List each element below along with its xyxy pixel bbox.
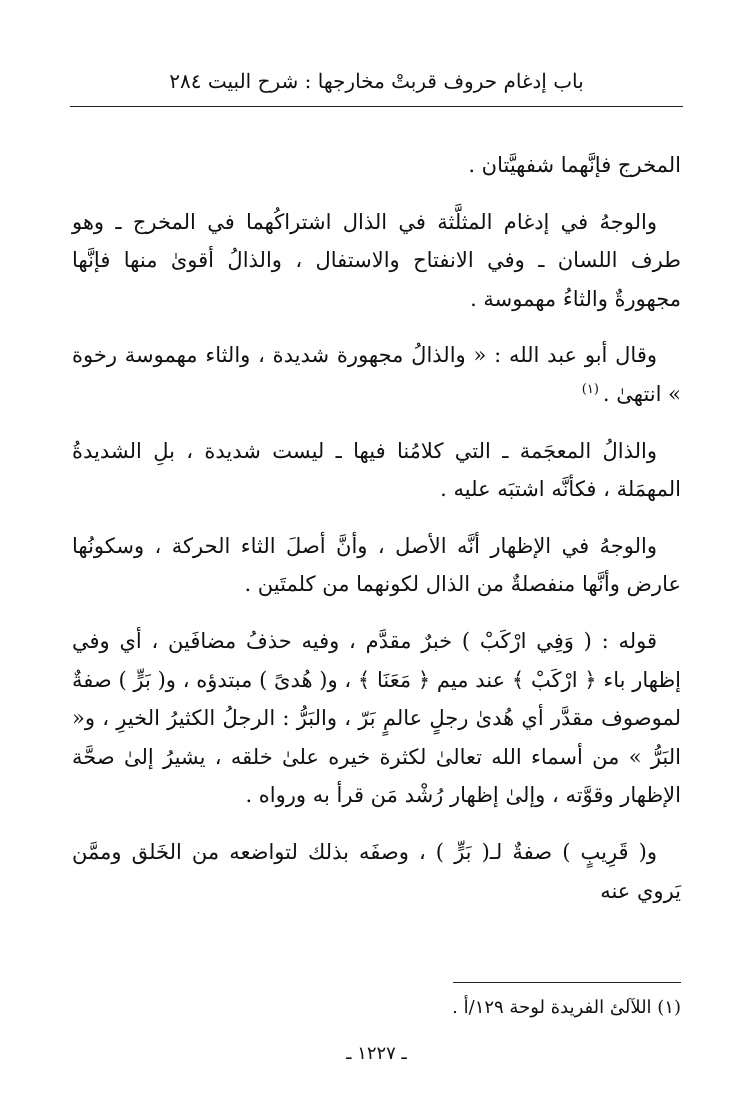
paragraph-3-text: وقال أبو عبد الله : « والذالُ مجهورة شديدة ، والثاء مهموسة رخوة » انتهىٰ . bbox=[72, 343, 681, 406]
paragraph-2: والوجهُ في إدغام المثلَّثة في الذال اشتراكُهما في المخرج ـ وهو طرف اللسان ـ وفي الانفتاح والاستفال ، والذالُ أقوىٰ منها فإنَّها مجهورةٌ والثاءُ مهموسة . bbox=[72, 209, 681, 311]
paragraph-6: قوله : ( وَفِي ارْكَبْ ) خبرٌ مقدَّم ، وفيه حذفُ مضافَين ، أي وفي إظهار باء ﴿ ارْكَبْ ﴾ عند ميم ﴿ مَعَنَا ﴾ ، و( هُدىً ) مبتدؤه ، و( بَرٍّ ) صفةٌ لموصوف مقدَّر أي هُدىٰ رجلٍ عالمٍ بَرّ ، والبَرُّ : الرجلُ الكثيرُ الخيرِ ، و« البَرُّ » من أسماء الله تعالىٰ لكثرة خيره علىٰ خلقه ، يشيرُ إلىٰ صحَّة الإظهار وقوَّته ، وإلىٰ إظهار رُشْد مَن قرأ به ورواه . bbox=[72, 628, 681, 808]
paragraph-4: والذالُ المعجَمة ـ التي كلامُنا فيها ـ ليست شديدة ، بلِ الشديدةُ المهمَلة ، فكأنَّه اشتبَه عليه . bbox=[72, 438, 681, 502]
main-text bbox=[72, 146, 681, 928]
page-number: ـ ١٢٢٧ ـ bbox=[346, 1043, 407, 1064]
header-divider bbox=[70, 106, 683, 107]
running-header: باب إدغام حروف قربتْ مخارجها : شرح البيت ٢٨٤ bbox=[169, 69, 584, 93]
footnote-reference: (١) bbox=[581, 381, 599, 397]
footnote-divider bbox=[453, 982, 681, 983]
paragraph-7: و( قَرِيبٍ ) صفةٌ لـ( بَرٍّ ) ، وصفَه بذلك لتواضعه من الخَلق وممَّن يَروي عنه bbox=[72, 839, 681, 903]
paragraph-1: المخرج فإنَّهما شفهيَّتان . bbox=[468, 153, 681, 177]
paragraph-5: والوجهُ في الإظهار أنَّه الأصل ، وأنَّ أصلَ الثاء الحركة ، وسكونُها عارض وأنَّها منفصلةٌ من الذال لكونهما من كلمتَين . bbox=[72, 533, 681, 597]
paragraph-3 bbox=[72, 336, 681, 413]
footnote: (١) اللآلئ الفريدة لوحة ١٢٩/أ . bbox=[452, 997, 681, 1018]
